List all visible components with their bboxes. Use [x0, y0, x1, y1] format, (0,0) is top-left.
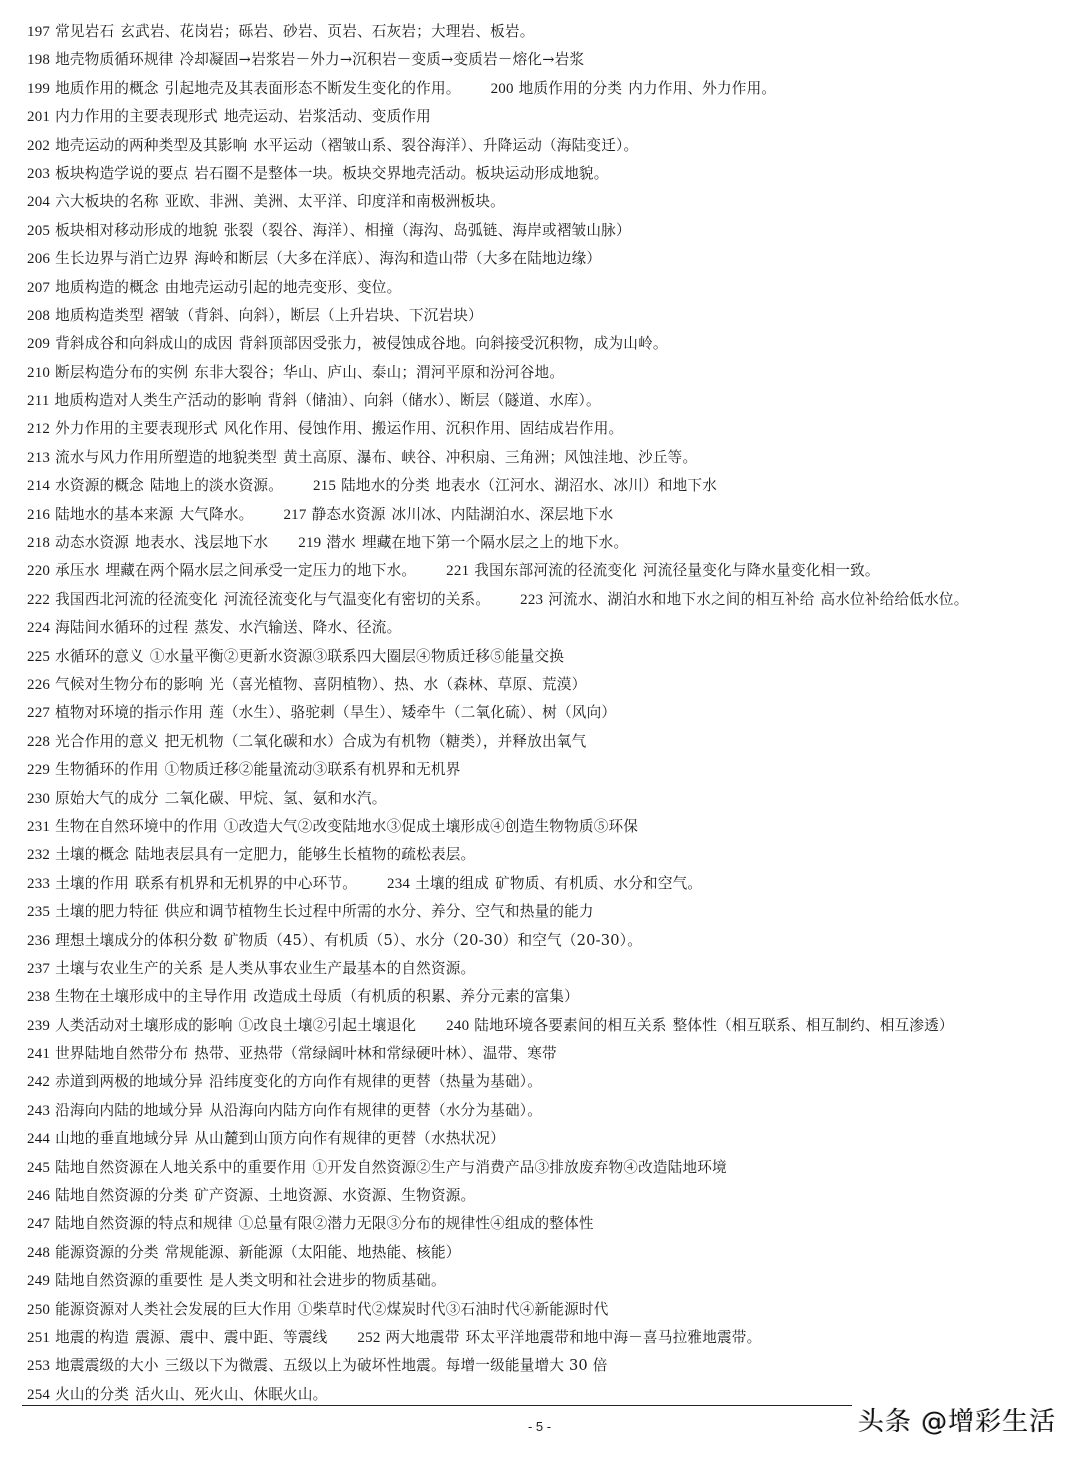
entry-term: 承压水: [55, 562, 100, 580]
entry-definition: 岩石圈不是整体一块。板块交界地壳活动。板块运动形成地貌。: [194, 164, 609, 182]
entry-number: 232: [27, 847, 51, 864]
list-item: [27, 274, 1067, 302]
entry-term: 潜水: [326, 534, 356, 552]
entry-definition: 张裂（裂谷、海洋）、相撞（海沟、岛弧链、海岸或褶皱山脉）: [223, 221, 631, 239]
knowledge-entry: [27, 818, 638, 835]
list-item: [27, 927, 1067, 955]
list-item: [27, 217, 1067, 245]
list-item: [27, 160, 1067, 188]
entry-number: 226: [27, 676, 51, 693]
list-item: [27, 1210, 1067, 1238]
entry-number: 244: [27, 1131, 51, 1148]
entry-definition: ①物质迁移②能量流动③联系有机界和无机界: [164, 761, 461, 779]
entry-definition: 背斜（储油）、向斜（储水）、断层（隧道、水库）。: [267, 392, 601, 410]
knowledge-entry: [27, 80, 461, 97]
entry-term: 地震的构造: [55, 1328, 130, 1346]
entry-definition: ①改造大气②改变陆地水③促成土壤形成④创造生物物质⑤环保: [223, 817, 639, 835]
entry-term: 世界陆地自然带分布: [55, 1045, 189, 1063]
entry-definition: ①改良土壤②引起土壤退化: [238, 1016, 417, 1034]
entry-term: 土壤的组成: [415, 874, 490, 892]
entry-definition: 三级以下为微震、五级以上为破坏性地震。每增一级能量增大 30 倍: [164, 1357, 608, 1375]
knowledge-entry: [27, 477, 283, 494]
entry-definition: 地表水、浅层地下水: [135, 534, 269, 552]
entry-number: 208: [27, 307, 51, 324]
entry-term: 动态水资源: [55, 534, 130, 552]
entry-number: 236: [27, 932, 51, 949]
knowledge-entry: [27, 903, 594, 920]
list-item: [27, 444, 1067, 472]
entry-term: 两大地震带: [385, 1328, 460, 1346]
entry-number: 218: [27, 535, 51, 552]
entry-definition: 把无机物（二氧化碳和水）合成为有机物（糖类），并释放出氧气: [164, 732, 587, 750]
knowledge-entry: [27, 506, 253, 523]
entry-number: 204: [27, 194, 51, 211]
list-item: [27, 841, 1067, 869]
entry-term: 内力作用的主要表现形式: [55, 108, 218, 126]
knowledge-entry: [27, 1301, 608, 1318]
entry-number: 230: [27, 790, 51, 807]
entry-term: 土壤的肥力特征: [55, 903, 159, 921]
entry-term: 生物在自然环境中的作用: [55, 817, 218, 835]
entry-number: 221: [446, 563, 470, 580]
entry-definition: 矿物质、有机质、水分和空气。: [495, 874, 703, 892]
knowledge-entry: [27, 1357, 608, 1374]
entry-definition: 褶皱（背斜、向斜），断层（上升岩块、下沉岩块）: [149, 306, 483, 324]
entry-definition: ①水量平衡②更新水资源③联系四大圈层④物质迁移⑤能量交换: [149, 647, 565, 665]
entry-definition: 沿纬度变化的方向作有规律的更替（热量为基础）。: [209, 1073, 543, 1091]
entry-term: 常见岩石: [55, 23, 115, 40]
entry-number: 219: [298, 535, 322, 552]
entry-term: 流水与风力作用所塑造的地貌类型: [55, 448, 278, 466]
entry-term: 陆地自然资源在人地关系中的重要作用: [55, 1158, 307, 1176]
list-item: [27, 330, 1067, 358]
entry-number: 203: [27, 165, 51, 182]
entry-term: 地壳运动的两种类型及其影响: [55, 136, 248, 154]
entry-number: 234: [387, 875, 411, 892]
knowledge-entry: [27, 790, 387, 807]
entry-number: 239: [27, 1017, 51, 1034]
entry-term: 生长边界与消亡边界: [55, 250, 189, 268]
entry-definition: ①总量有限②潜力无限③分布的规律性④组成的整体性: [238, 1215, 594, 1233]
entry-term: 地质构造类型: [55, 306, 144, 324]
list-item: [27, 1324, 1067, 1352]
knowledge-entry: [27, 988, 579, 1005]
entry-number: 205: [27, 222, 51, 239]
entry-term: 六大板块的名称: [55, 193, 159, 211]
entry-number: 211: [27, 393, 50, 410]
entry-term: 地质作用的分类: [518, 79, 623, 97]
entry-definition: 供应和调节植物生长过程中所需的水分、养分、空气和热量的能力: [164, 903, 594, 921]
entry-number: 246: [27, 1188, 51, 1205]
entry-term: 地壳物质循环规律: [55, 51, 174, 69]
knowledge-entry: [27, 676, 586, 693]
list-item: [27, 1040, 1067, 1068]
entry-definition: 陆地上的淡水资源。: [149, 477, 284, 495]
knowledge-entry: [27, 619, 401, 636]
list-item: [27, 614, 1067, 642]
knowledge-entry: [27, 1130, 505, 1147]
entry-term: 人类活动对土壤形成的影响: [55, 1016, 233, 1034]
entry-definition: 常规能源、新能源（太阳能、地热能、核能）: [164, 1243, 461, 1261]
knowledge-entry: [27, 193, 505, 210]
entry-number: 243: [27, 1102, 51, 1119]
page-number: - 5 -: [527, 1419, 552, 1434]
entry-number: 240: [446, 1017, 470, 1034]
list-item: [27, 785, 1067, 813]
entry-number: 206: [27, 251, 51, 268]
entry-definition: 河流径流变化与气温变化有密切的关系。: [223, 590, 491, 608]
list-item: [27, 671, 1067, 699]
entry-definition: 埋藏在地下第一个隔水层之上的地下水。: [361, 534, 629, 552]
entry-term: 静态水资源: [311, 505, 386, 523]
knowledge-entry: [27, 1045, 557, 1062]
list-item: [27, 472, 1067, 500]
entry-number: 214: [27, 478, 51, 495]
knowledge-entry: [27, 1159, 727, 1176]
entry-definition: 光（喜光植物、喜阴植物）、热、水（森林、草原、荒漠）: [209, 675, 587, 693]
entry-definition: 亚欧、非洲、美洲、太平洋、印度洋和南极洲板块。: [164, 193, 505, 211]
entry-term: 地震震级的大小: [55, 1357, 159, 1375]
entry-definition: 从沿海向内陆方向作有规律的更替（水分为基础）。: [209, 1101, 543, 1119]
knowledge-entry: [27, 449, 697, 466]
list-item: [27, 359, 1067, 387]
list-item: [27, 103, 1067, 131]
list-item: [27, 1068, 1067, 1096]
knowledge-entry: [27, 960, 475, 977]
knowledge-entry: [387, 875, 702, 892]
entry-number: 250: [27, 1301, 51, 1318]
entry-term: 土壤的作用: [55, 874, 130, 892]
knowledge-entry: [27, 1187, 475, 1204]
entry-definition: 河流径量变化与降水量变化相一致。: [643, 562, 880, 580]
knowledge-entry: [27, 932, 642, 949]
list-item: [27, 1097, 1067, 1125]
entry-number: 253: [27, 1358, 51, 1375]
list-item: [27, 387, 1067, 415]
list-item: [27, 188, 1067, 216]
knowledge-entry: [27, 279, 401, 296]
entry-term: 水资源的概念: [55, 477, 144, 495]
knowledge-entry: [27, 307, 483, 324]
knowledge-entry: [27, 1272, 446, 1289]
knowledge-entry: [27, 1329, 327, 1346]
entry-term: 背斜成谷和向斜成山的成因: [55, 335, 233, 353]
entry-number: 237: [27, 960, 51, 977]
knowledge-entry: [520, 591, 968, 608]
knowledge-entry: [27, 761, 461, 778]
knowledge-entry: [313, 477, 717, 494]
list-item: [27, 18, 1067, 46]
entry-definition: 矿产资源、土地资源、水资源、生物资源。: [194, 1187, 476, 1205]
entry-number: 245: [27, 1159, 51, 1176]
entry-term: 气候对生物分布的影响: [55, 675, 204, 693]
entry-term: 河流水、湖泊水和地下水之间的相互补给: [548, 590, 815, 608]
entry-term: 水循环的意义: [55, 647, 144, 665]
entry-term: 地质构造对人类生产活动的影响: [54, 392, 262, 410]
entry-definition: 改造成土母质（有机质的积累、养分元素的富集）: [253, 988, 579, 1006]
entry-definition: 引起地壳及其表面形态不断发生变化的作用。: [164, 79, 461, 97]
entry-term: 地质构造的概念: [55, 278, 159, 296]
knowledge-entry: [27, 591, 490, 608]
entry-term: 陆地水的基本来源: [55, 505, 174, 523]
list-item: [27, 955, 1067, 983]
entry-number: 198: [27, 52, 51, 69]
entry-definition: 热带、亚热带（常绿阔叶林和常绿硬叶林）、温带、寒带: [194, 1045, 557, 1063]
entry-term: 山地的垂直地域分异: [55, 1130, 189, 1148]
entry-definition: 地表水（江河水、湖沼水、冰川）和地下水: [435, 477, 717, 495]
entry-number: 216: [27, 506, 51, 523]
entry-term: 陆地自然资源的特点和规律: [55, 1215, 233, 1233]
entry-term: 赤道到两极的地域分异: [55, 1073, 204, 1091]
knowledge-entry: [27, 335, 668, 352]
list-item: [27, 1154, 1067, 1182]
entry-definition: 东非大裂谷；华山、庐山、泰山；渭河平原和汾河谷地。: [194, 363, 565, 381]
list-item: [27, 699, 1067, 727]
knowledge-entry: [446, 562, 880, 579]
list-item: [27, 870, 1067, 898]
entry-number: 199: [27, 80, 51, 97]
entry-term: 生物循环的作用: [55, 761, 159, 779]
entry-number: 242: [27, 1074, 51, 1091]
knowledge-entry: [27, 51, 584, 68]
knowledge-entry: [27, 1073, 542, 1090]
entry-definition: 内力作用、外力作用。: [628, 79, 777, 97]
entry-definition: 地壳运动、岩浆活动、变质作用: [223, 108, 431, 126]
knowledge-entry: [27, 250, 601, 267]
list-item: [27, 1125, 1067, 1153]
entry-definition: 环太平洋地震带和地中海－喜马拉雅地震带。: [465, 1328, 762, 1346]
entry-definition: 蒸发、水汽输送、降水、径流。: [194, 619, 402, 637]
list-item: [27, 132, 1067, 160]
entry-definition: 震源、震中、震中距、等震线: [135, 1328, 328, 1346]
entry-term: 陆地水的分类: [341, 477, 430, 495]
entry-term: 地质作用的概念: [55, 79, 159, 97]
entry-number: 247: [27, 1216, 51, 1233]
list-item: [27, 983, 1067, 1011]
knowledge-entry: [27, 222, 631, 239]
entry-definition: 玄武岩、花岗岩；砾岩、砂岩、页岩、石灰岩；大理岩、板岩。: [120, 23, 535, 40]
entry-term: 板块构造学说的要点: [55, 164, 189, 182]
entry-definition: 水平运动（褶皱山系、裂谷海洋）、升降运动（海陆变迁）。: [253, 136, 639, 154]
entry-term: 土壤与农业生产的关系: [55, 959, 204, 977]
knowledge-entry: [27, 534, 268, 551]
entry-number: 207: [27, 279, 51, 296]
knowledge-entry: [27, 420, 623, 437]
list-item: [27, 1296, 1067, 1324]
knowledge-entry: [27, 1386, 327, 1403]
entry-definition: 整体性（相互联系、相互制约、相互渗透）: [672, 1016, 954, 1034]
entry-number: 252: [357, 1329, 381, 1346]
entry-term: 海陆间水循环的过程: [55, 619, 189, 637]
list-item: [27, 1267, 1067, 1295]
list-item: [27, 557, 1067, 585]
entry-number: 215: [313, 478, 337, 495]
entry-number: 251: [27, 1329, 51, 1346]
list-item: [27, 46, 1067, 74]
entry-term: 陆地环境各要素间的相互关系: [474, 1016, 667, 1034]
knowledge-entry: [27, 137, 638, 154]
entry-number: 213: [27, 449, 51, 466]
entry-number: 209: [27, 336, 51, 353]
entry-term: 理想土壤成分的体积分数: [55, 931, 218, 949]
knowledge-entry: [27, 364, 564, 381]
entry-number: 217: [283, 506, 307, 523]
knowledge-entry: [27, 23, 535, 40]
entry-definition: 冰川冰、内陆湖泊水、深层地下水: [391, 505, 614, 523]
knowledge-entry: [27, 562, 416, 579]
list-item: [27, 1239, 1067, 1267]
entry-definition: 高水位补给给低水位。: [820, 590, 969, 608]
entry-term: 陆地自然资源的重要性: [55, 1272, 204, 1290]
knowledge-entry: [27, 1215, 594, 1232]
list-item: [27, 1182, 1067, 1210]
entry-term: 土壤的概念: [55, 846, 130, 864]
entry-term: 能源资源的分类: [55, 1243, 159, 1261]
list-item: [27, 586, 1067, 614]
entry-definition: 埋藏在两个隔水层之间承受一定压力的地下水。: [105, 562, 417, 580]
entry-term: 板块相对移动形成的地貌: [55, 221, 218, 239]
list-item: [27, 501, 1067, 529]
knowledge-point-list: [27, 18, 1067, 1409]
entry-definition: 是人类从事农业生产最基本的自然资源。: [209, 959, 476, 977]
entry-number: 201: [27, 109, 51, 126]
knowledge-entry: [27, 704, 616, 721]
entry-term: 生物在土壤形成中的主导作用: [55, 988, 248, 1006]
entry-term: 陆地自然资源的分类: [55, 1187, 189, 1205]
entry-number: 222: [27, 591, 51, 608]
watermark: 头条 @增彩生活: [852, 1401, 1062, 1438]
entry-number: 254: [27, 1386, 51, 1403]
knowledge-entry: [357, 1329, 761, 1346]
entry-definition: 莲（水生）、骆驼刺（旱生）、矮牵牛（二氧化硫）、树（风向）: [209, 704, 617, 722]
entry-term: 光合作用的意义: [55, 732, 159, 750]
entry-definition: 是人类文明和社会进步的物质基础。: [209, 1272, 446, 1290]
entry-term: 外力作用的主要表现形式: [55, 420, 218, 438]
list-item: [27, 415, 1067, 443]
entry-number: 224: [27, 620, 51, 637]
list-item: [27, 756, 1067, 784]
entry-number: 202: [27, 137, 51, 154]
entry-definition: 陆地表层具有一定肥力，能够生长植物的疏松表层。: [135, 846, 476, 864]
entry-definition: 联系有机界和无机界的中心环节。: [135, 874, 358, 892]
entry-definition: 冷却凝固→岩浆岩－外力→沉积岩－变质→变质岩－熔化→岩浆: [179, 51, 585, 69]
entry-definition: 从山麓到山顶方向作有规律的更替（水热状况）: [194, 1130, 505, 1148]
knowledge-entry: [298, 534, 628, 551]
knowledge-entry: [27, 846, 475, 863]
knowledge-entry: [27, 875, 357, 892]
entry-number: 197: [27, 24, 51, 40]
knowledge-entry: [27, 1017, 416, 1034]
entry-definition: 背斜顶部因受张力，被侵蚀成谷地。向斜接受沉积物，成为山岭。: [238, 335, 668, 353]
entry-definition: 海岭和断层（大多在洋底）、海沟和造山带（大多在陆地边缘）: [194, 250, 602, 268]
entry-term: 原始大气的成分: [55, 789, 159, 807]
list-item: [27, 245, 1067, 273]
entry-number: 249: [27, 1273, 51, 1290]
knowledge-entry: [27, 1102, 542, 1119]
entry-definition: ①开发自然资源②生产与消费产品③排放废弃物④改造陆地环境: [312, 1158, 727, 1176]
entry-term: 火山的分类: [55, 1385, 130, 1403]
list-item: [27, 529, 1067, 557]
list-item: [27, 1012, 1067, 1040]
entry-definition: 风化作用、侵蚀作用、搬运作用、沉积作用、固结成岩作用。: [223, 420, 624, 438]
entry-term: 植物对环境的指示作用: [55, 704, 204, 722]
knowledge-entry: [27, 108, 431, 125]
knowledge-entry: [27, 648, 564, 665]
list-item: [27, 728, 1067, 756]
entry-number: 248: [27, 1244, 51, 1261]
entry-definition: 由地壳运动引起的地壳变形、变位。: [164, 278, 402, 296]
knowledge-entry: [283, 506, 613, 523]
entry-term: 沿海向内陆的地域分异: [55, 1101, 204, 1119]
entry-definition: ①柴草时代②煤炭时代③石油时代④新能源时代: [297, 1300, 609, 1318]
entry-number: 241: [27, 1046, 51, 1063]
entry-number: 225: [27, 648, 51, 665]
entry-number: 235: [27, 904, 51, 921]
entry-term: 我国东部河流的径流变化: [474, 562, 638, 580]
entry-number: 231: [27, 818, 51, 835]
entry-number: 228: [27, 733, 51, 750]
list-item: [27, 643, 1067, 671]
knowledge-entry: [446, 1017, 954, 1034]
list-item: [27, 813, 1067, 841]
entry-number: 210: [27, 364, 51, 381]
entry-number: 212: [27, 421, 51, 438]
entry-term: 断层构造分布的实例: [55, 363, 189, 381]
entry-number: 229: [27, 762, 51, 779]
knowledge-entry: [27, 392, 601, 409]
knowledge-entry: [27, 165, 609, 182]
entry-definition: 大气降水。: [179, 505, 254, 523]
entry-definition: 活火山、死火山、休眠火山。: [135, 1385, 328, 1403]
list-item: [27, 75, 1067, 103]
entry-definition: 二氧化碳、甲烷、氢、氨和水汽。: [164, 789, 387, 807]
entry-term: 能源资源对人类社会发展的巨大作用: [55, 1300, 292, 1318]
entry-number: 223: [520, 591, 544, 608]
knowledge-entry: [27, 733, 586, 750]
entry-number: 227: [27, 705, 51, 722]
entry-number: 233: [27, 875, 51, 892]
list-item: [27, 1352, 1067, 1380]
entry-definition: 黄土高原、瀑布、峡谷、冲积扇、三角洲；风蚀洼地、沙丘等。: [283, 448, 698, 466]
knowledge-entry: [27, 1244, 461, 1261]
list-item: [27, 898, 1067, 926]
list-item: [27, 302, 1067, 330]
entry-number: 200: [490, 80, 514, 97]
knowledge-entry: [491, 80, 777, 97]
entry-term: 我国西北河流的径流变化: [55, 590, 218, 608]
entry-number: 220: [27, 563, 51, 580]
entry-number: 238: [27, 989, 51, 1006]
entry-definition: 矿物质（45）、有机质（5）、水分（20-30）和空气（20-30）。: [223, 931, 643, 949]
